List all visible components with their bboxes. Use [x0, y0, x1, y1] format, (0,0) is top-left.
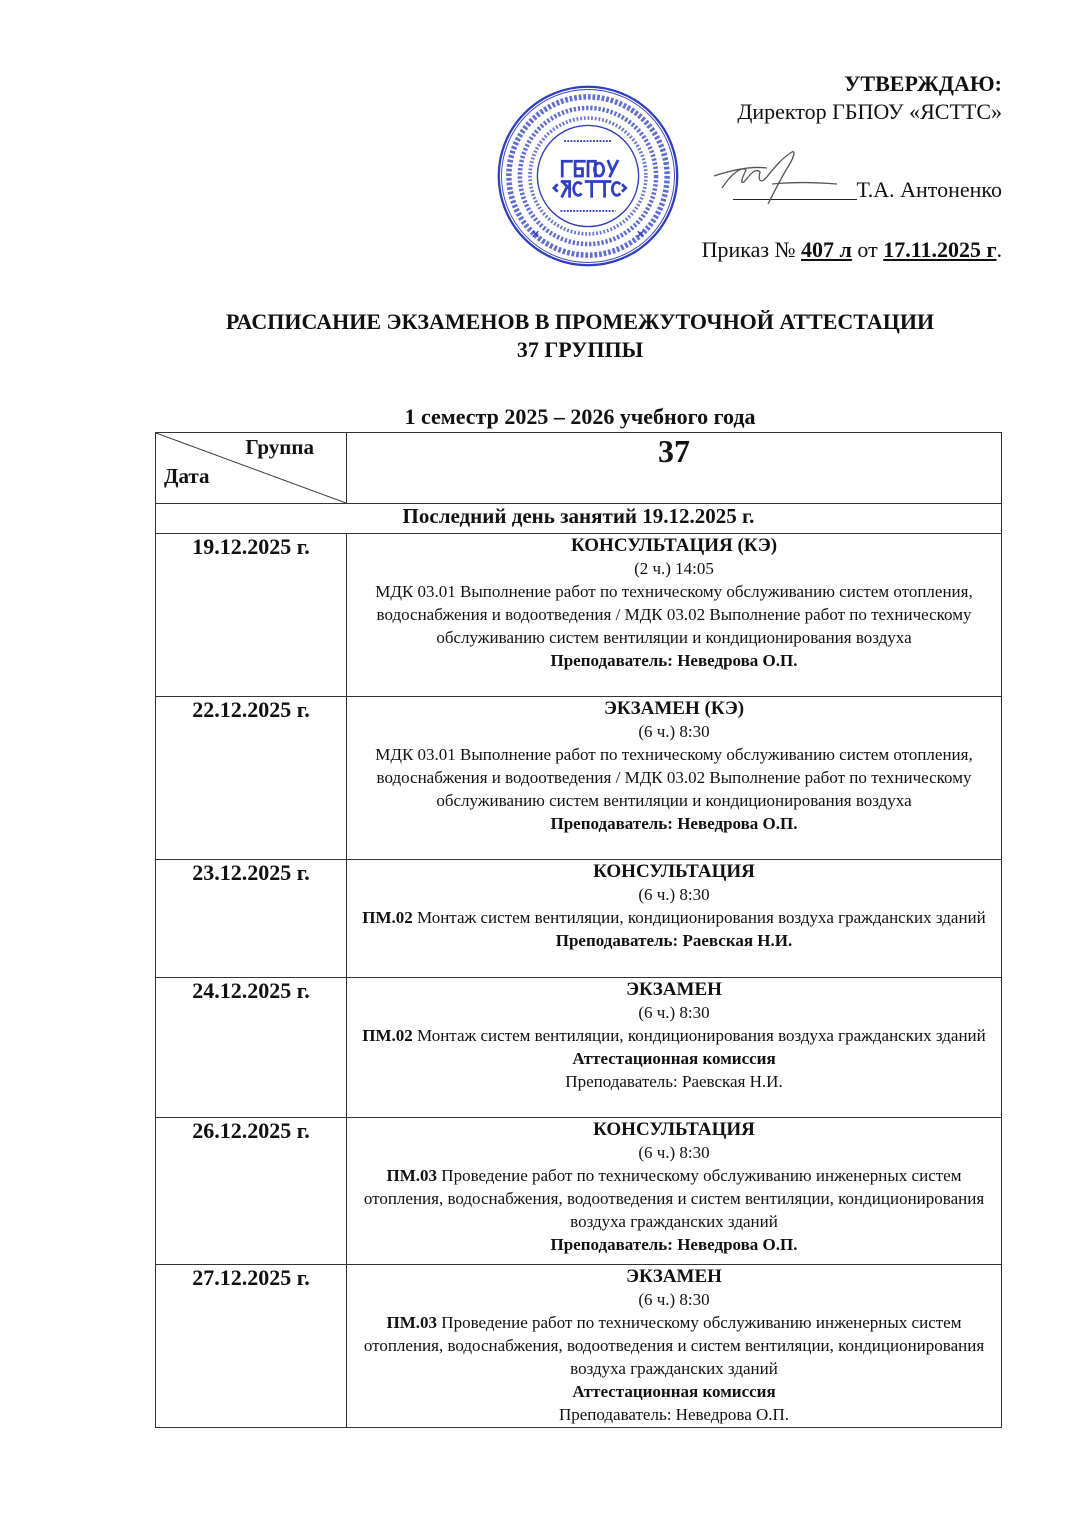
subject-text: Проведение работ по техническому обслуживанию инженерных систем отопления, водоснабжения, водоотведения и систем вентиляции, кондиционирования воздуха гражданских зданий [363, 1166, 985, 1231]
event-time: (6 ч.) 8:30 [638, 722, 710, 741]
row-details [347, 697, 1002, 860]
event-type: ЭКЗАМЕН (КЭ) [603, 698, 745, 719]
commission: Аттестационная комиссия [572, 1049, 776, 1068]
signature [712, 148, 842, 208]
schedule-table [155, 432, 1002, 1428]
subject-text: Проведение работ по техническому обслуживанию инженерных систем отопления, водоснабжения, водоотведения и систем вентиляции, кондиционирования воздуха гражданских зданий [363, 1313, 985, 1378]
subject-text: МДК 03.01 Выполнение работ по техническому обслуживанию систем отопления, водоснабжения и водоотведения / МДК 03.02 Выполнение работ по техническому обслуживанию систем вентиляции и кондиционирования воздуха [375, 745, 973, 810]
order-prefix: Приказ № [701, 237, 796, 262]
row-details [347, 860, 1002, 978]
teacher: Преподаватель: Неведрова О.П. [550, 1235, 798, 1254]
event-subject [347, 743, 1001, 812]
group-number: 37 [347, 433, 1002, 504]
last-day-cell: Последний день занятий 19.12.2025 г. [156, 504, 1002, 534]
event-subject [347, 580, 1001, 649]
row-date: 23.12.2025 г. [156, 860, 347, 978]
event-time: (6 ч.) 8:30 [638, 885, 710, 904]
schedule-rows [156, 534, 1002, 1428]
header-row [156, 433, 1002, 504]
schedule-row [156, 978, 1002, 1118]
event-time: (6 ч.) 8:30 [638, 1290, 710, 1309]
order-from: от [857, 237, 878, 262]
event-time: (6 ч.) 8:30 [638, 1003, 710, 1022]
row-details [347, 1265, 1002, 1428]
subject-code: ПМ.03 [386, 1313, 438, 1332]
official-stamp [496, 84, 680, 268]
subject-code: ПМ.02 [362, 1026, 413, 1045]
event-type: КОНСУЛЬТАЦИЯ [593, 1119, 755, 1140]
header-corner-cell [156, 433, 347, 504]
event-type: КОНСУЛЬТАЦИЯ [593, 861, 755, 882]
last-day-row [156, 504, 1002, 534]
document-title [0, 308, 1080, 364]
row-date: 27.12.2025 г. [156, 1265, 347, 1428]
subject-text: Монтаж систем вентиляции, кондиционирования воздуха гражданских зданий [417, 908, 986, 927]
header-group-label: Группа [245, 435, 314, 459]
event-subject [347, 1311, 1001, 1380]
schedule-row [156, 534, 1002, 697]
event-subject [347, 1164, 1001, 1233]
row-details [347, 1118, 1002, 1265]
semester-label: 1 семестр 2025 – 2026 учебного года [404, 404, 756, 429]
order-number: 407 л [801, 237, 852, 262]
subject-code: ПМ.03 [386, 1166, 438, 1185]
teacher: Преподаватель: Раевская Н.И. [565, 1072, 783, 1091]
subject-text: Монтаж систем вентиляции, кондиционирования воздуха гражданских зданий [417, 1026, 986, 1045]
teacher: Преподаватель: Неведрова О.П. [558, 1405, 790, 1424]
order-suffix: . [996, 237, 1002, 262]
row-date: 19.12.2025 г. [156, 534, 347, 697]
event-subject [347, 1024, 1001, 1047]
event-type: КОНСУЛЬТАЦИЯ (КЭ) [570, 535, 778, 556]
row-details [347, 978, 1002, 1118]
row-date: 24.12.2025 г. [156, 978, 347, 1118]
approval-title: УТВЕРЖДАЮ: [844, 71, 1002, 96]
title-line-2: 37 ГРУППЫ [516, 337, 644, 362]
schedule-row [156, 697, 1002, 860]
approval-signer: Т.А. Антоненко [856, 177, 1002, 202]
subject-text: МДК 03.01 Выполнение работ по техническому обслуживанию систем отопления, водоснабжения и водоотведения / МДК 03.02 Выполнение работ по техническому обслуживанию систем вентиляции и кондиционирования воздуха [375, 582, 973, 647]
order-line [702, 236, 1002, 264]
teacher: Преподаватель: Неведрова О.П. [550, 814, 798, 833]
row-date: 26.12.2025 г. [156, 1118, 347, 1265]
commission: Аттестационная комиссия [572, 1382, 776, 1401]
schedule-row [156, 1118, 1002, 1265]
order-date: 17.11.2025 г [883, 237, 997, 262]
row-date: 22.12.2025 г. [156, 697, 347, 860]
subject-code: ПМ.02 [362, 908, 413, 927]
event-time: (6 ч.) 8:30 [638, 1143, 710, 1162]
schedule-row [156, 1265, 1002, 1428]
event-time: (2 ч.) 14:05 [634, 559, 714, 578]
event-type: ЭКЗАМЕН [626, 979, 722, 1000]
teacher: Преподаватель: Неведрова О.П. [550, 651, 798, 670]
teacher: Преподаватель: Раевская Н.И. [555, 931, 793, 950]
row-details [347, 534, 1002, 697]
approval-position: Директор ГБПОУ «ЯСТТС» [737, 99, 1002, 124]
title-line-1: РАСПИСАНИЕ ЭКЗАМЕНОВ В ПРОМЕЖУТОЧНОЙ АТТЕСТАЦИИ [225, 309, 935, 334]
event-type: ЭКЗАМЕН [626, 1266, 722, 1287]
event-subject [347, 906, 1001, 929]
header-date-label: Дата [164, 464, 210, 488]
schedule-row [156, 860, 1002, 978]
